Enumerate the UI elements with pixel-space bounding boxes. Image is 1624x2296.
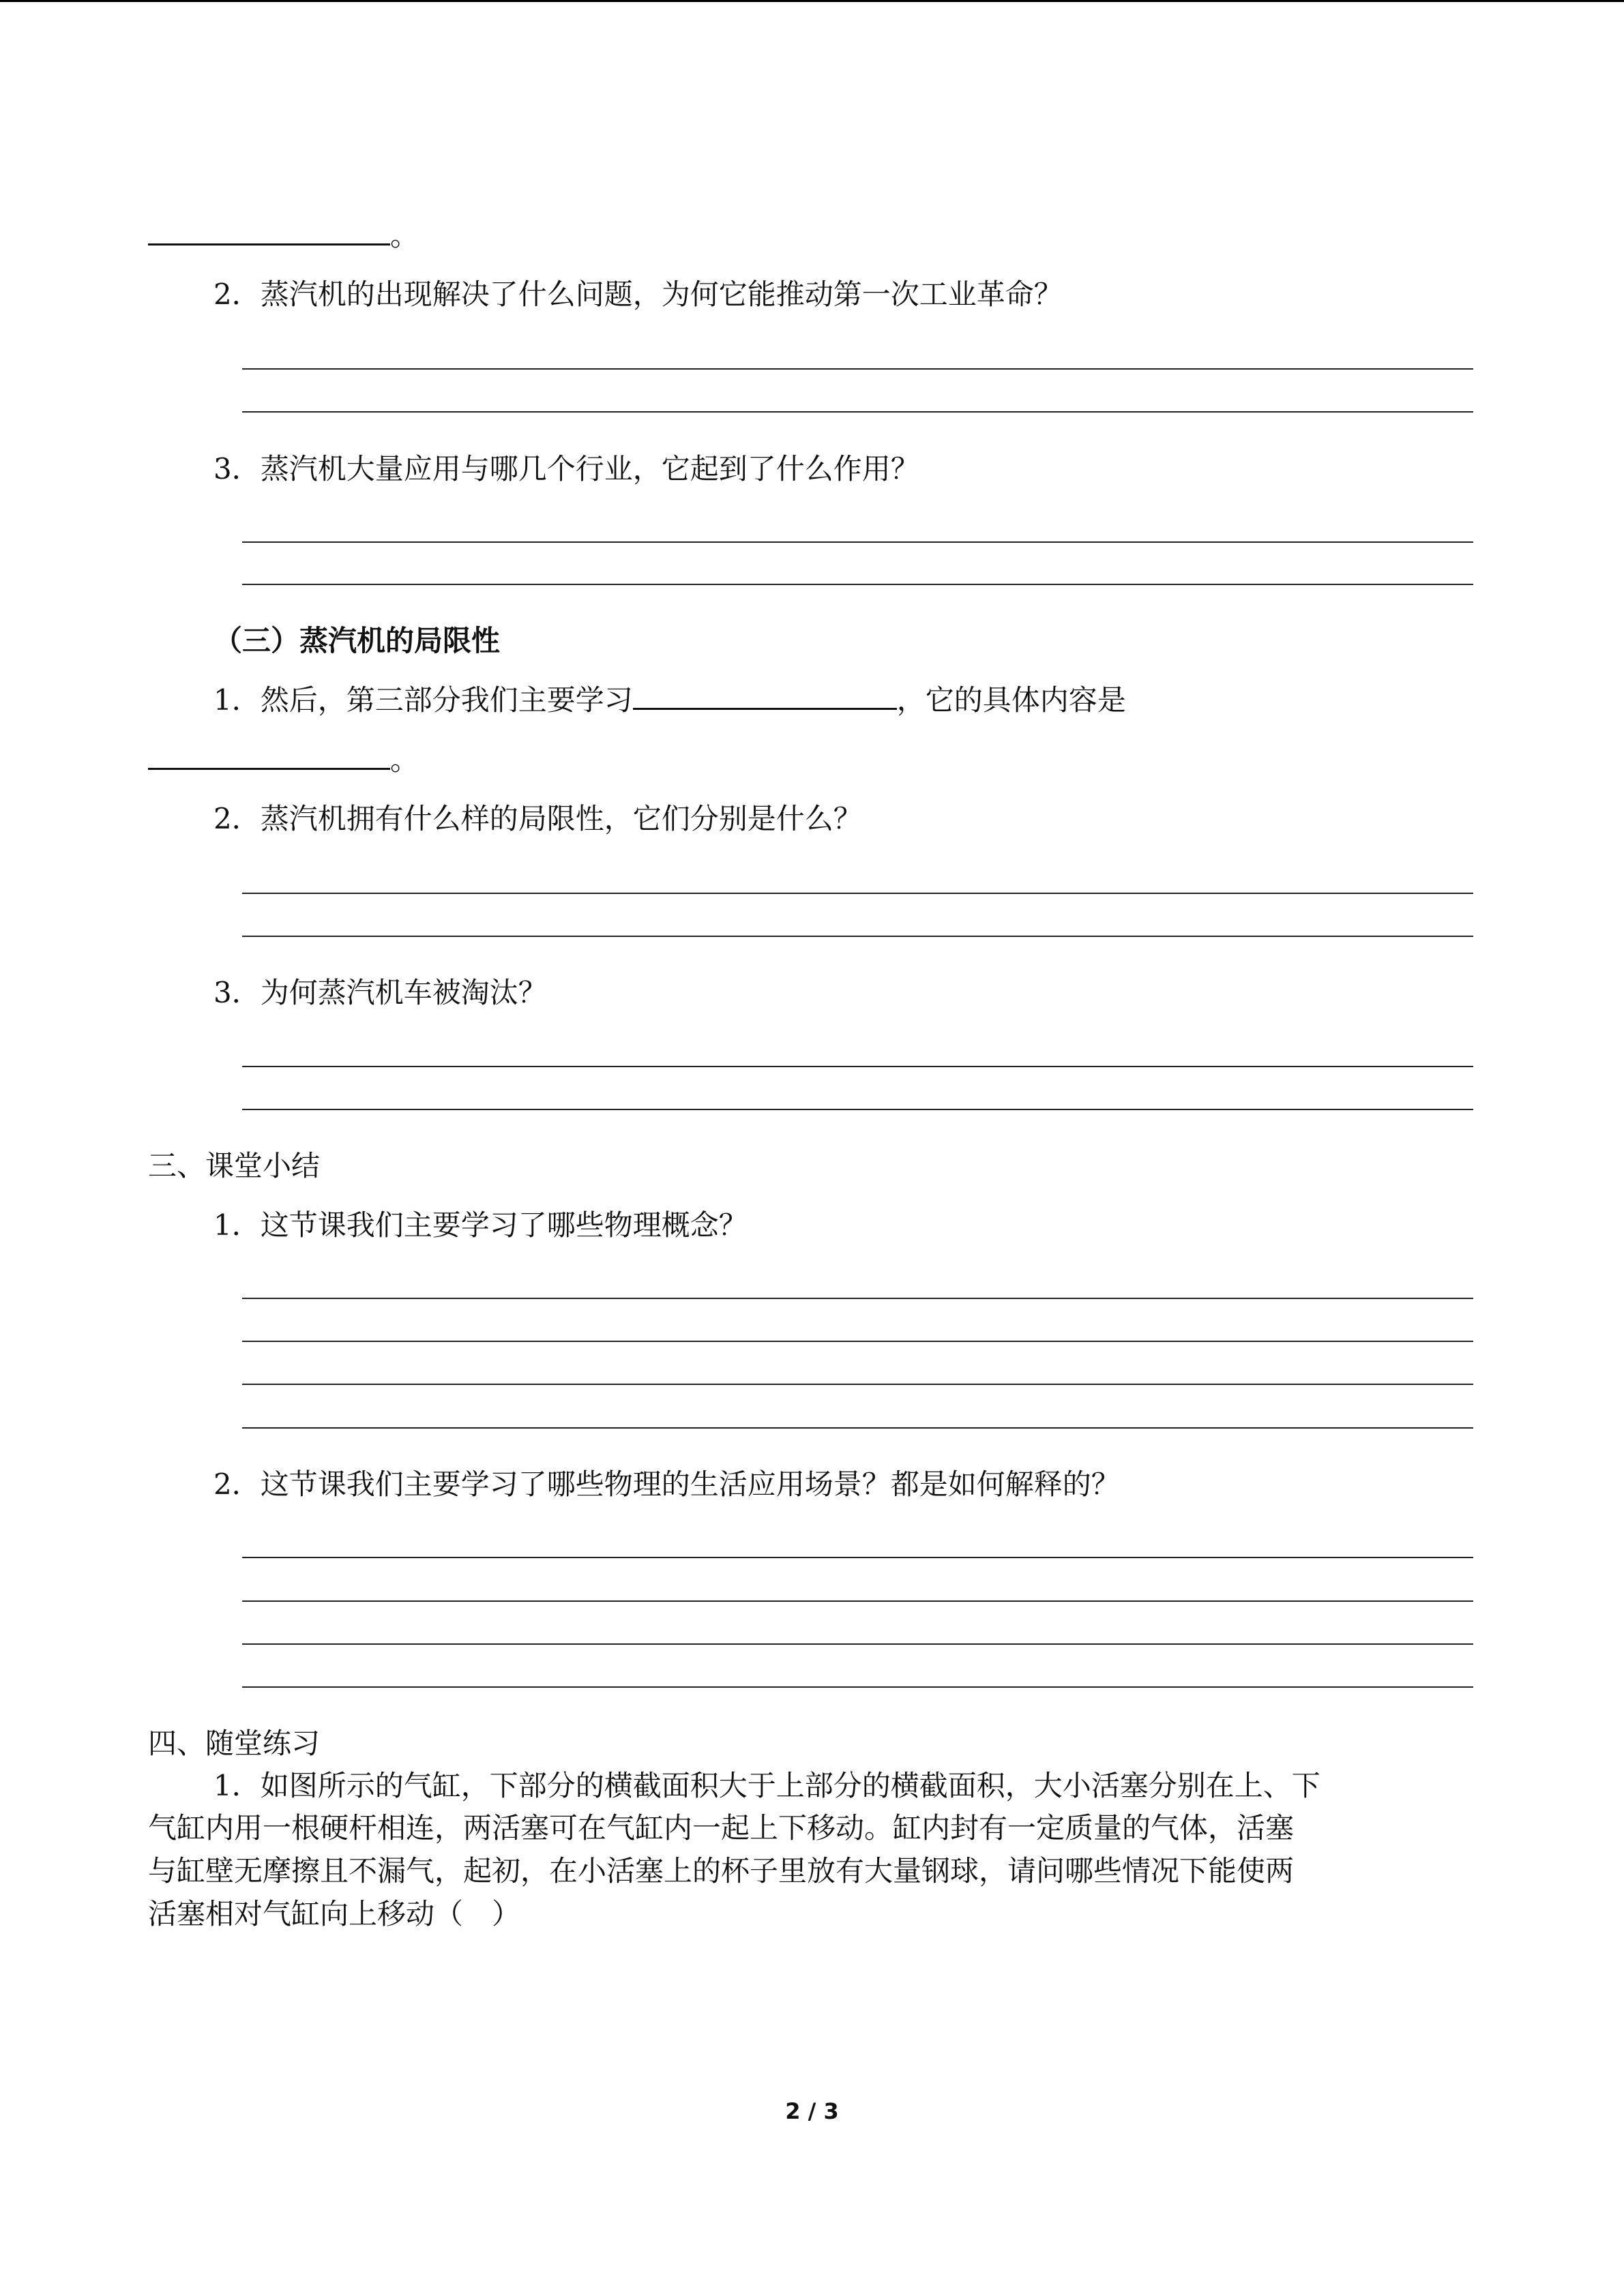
answer-line[interactable]: [242, 1066, 1473, 1067]
question-3-1: 3．蒸汽机大量应用与哪几个行业，它起到了什么作用？: [213, 452, 919, 486]
answer-line[interactable]: [242, 1557, 1473, 1558]
continuation-line: [148, 741, 419, 779]
page-number: 2 / 3: [785, 2098, 839, 2124]
answer-line[interactable]: [242, 541, 1473, 543]
answer-line[interactable]: [242, 1384, 1473, 1385]
question-2-1: 2．蒸汽机的出现解决了什么问题，为何它能推动第一次工业革命？: [213, 278, 1063, 311]
question-1-2: [213, 681, 1126, 719]
answer-line[interactable]: [242, 368, 1473, 370]
section-title-summary: 三、课堂小结: [148, 1149, 321, 1182]
practice-text-line: 与缸壁无摩擦且不漏气，起初，在小活塞上的杯子里放有大量钢球，请问哪些情况下能使两: [148, 1854, 1295, 1888]
answer-line[interactable]: [242, 411, 1473, 413]
answer-line[interactable]: [242, 1341, 1473, 1342]
page-top-border: [0, 0, 1624, 2]
fill-blank[interactable]: [148, 218, 390, 245]
answer-line[interactable]: [242, 893, 1473, 894]
question-text: ，它的具体内容是: [896, 683, 1126, 717]
summary-question-2: 2．这节课我们主要学习了哪些物理的生活应用场景？都是如何解释的？: [213, 1467, 1120, 1501]
answer-line[interactable]: [242, 1298, 1473, 1299]
answer-line[interactable]: [242, 1686, 1473, 1688]
period: 。: [390, 219, 419, 252]
fill-blank[interactable]: [633, 682, 897, 710]
section-title-limitations: （三）蒸汽机的局限性: [213, 624, 501, 657]
answer-line[interactable]: [242, 1643, 1473, 1645]
answer-line[interactable]: [242, 936, 1473, 937]
practice-text-line: 气缸内用一根硬杆相连，两活塞可在气缸内一起上下移动。缸内封有一定质量的气体，活塞: [148, 1811, 1295, 1845]
answer-line[interactable]: [242, 1427, 1473, 1429]
section-title-practice: 四、随堂练习: [148, 1727, 321, 1760]
question-2-2: 2．蒸汽机拥有什么样的局限性，它们分别是什么？: [213, 802, 862, 835]
period: 。: [390, 743, 419, 777]
answer-line[interactable]: [242, 584, 1473, 585]
practice-text-line: 1．如图所示的气缸，下部分的横截面积大于上部分的横截面积，大小活塞分别在上、下: [213, 1769, 1320, 1802]
fill-blank[interactable]: [148, 742, 390, 770]
answer-line[interactable]: [242, 1600, 1473, 1602]
continuation-line: [148, 217, 419, 255]
question-3-2: 3．为何蒸汽机车被淘汰？: [213, 976, 547, 1009]
answer-line[interactable]: [242, 1109, 1473, 1110]
question-text: 1．然后，第三部分我们主要学习: [213, 683, 633, 717]
practice-text-line: 活塞相对气缸向上移动（ ）: [148, 1897, 521, 1930]
summary-question-1: 1．这节课我们主要学习了哪些物理概念？: [213, 1208, 748, 1242]
